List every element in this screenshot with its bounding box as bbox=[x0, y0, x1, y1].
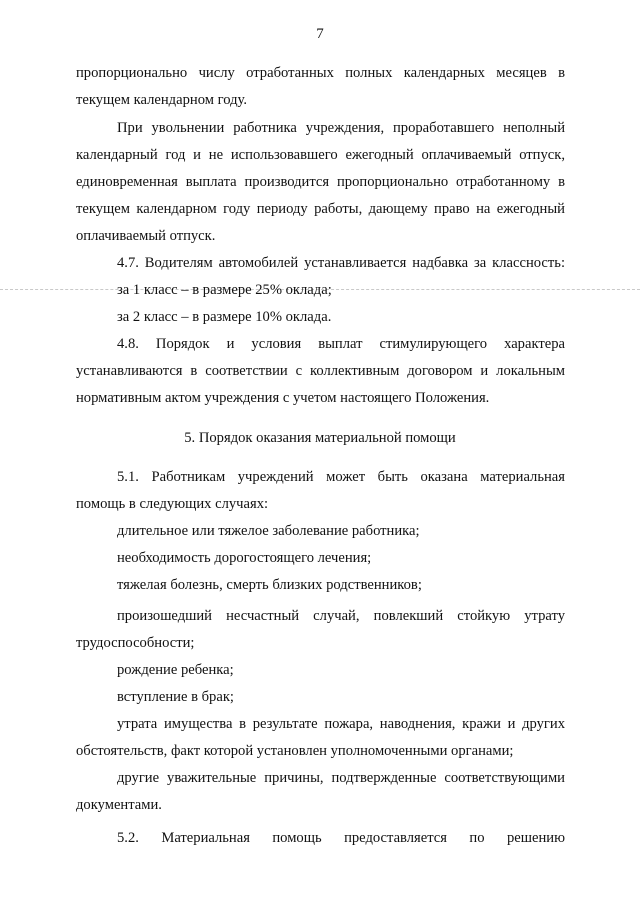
list-item: длительное или тяжелое заболевание работника; bbox=[117, 523, 420, 539]
list-item: необходимость дорогостоящего лечения; bbox=[117, 550, 372, 566]
paragraph-line: текущем календарном году. bbox=[76, 92, 247, 108]
paragraph-line: помощь в следующих случаях: bbox=[76, 496, 269, 512]
list-item-continuation: документами. bbox=[76, 797, 162, 813]
paragraph-line: устанавливаются в соответствии с коллективным договором и локальным bbox=[76, 363, 565, 379]
list-item: другие уважительные причины, подтвержденные соответствующими bbox=[117, 770, 565, 786]
paragraph-line: 5.2. Материальная помощь предоставляется по решению bbox=[117, 830, 565, 846]
paragraph-line: оплачиваемый отпуск. bbox=[76, 228, 216, 244]
list-item: произошедший несчастный случай, повлекший стойкую утрату bbox=[117, 608, 565, 624]
paragraph-line: единовременная выплата производится пропорционально отработанному в bbox=[76, 174, 565, 190]
paragraph-line: текущем календарном году периоду работы, дающему право на ежегодный bbox=[76, 201, 565, 217]
paragraph-line: пропорционально числу отработанных полных календарных месяцев в bbox=[76, 65, 565, 81]
list-item-continuation: трудоспособности; bbox=[76, 635, 195, 651]
paragraph-line: календарный год и не использовавшего ежегодный оплачиваемый отпуск, bbox=[76, 147, 565, 163]
list-item-continuation: обстоятельств, факт которой установлен уполномоченными органами; bbox=[76, 743, 514, 759]
list-item: утрата имущества в результате пожара, наводнения, кражи и других bbox=[117, 716, 565, 732]
list-item: вступление в брак; bbox=[117, 689, 234, 705]
list-item: тяжелая болезнь, смерть близких родственников; bbox=[117, 577, 422, 593]
paragraph-line: за 1 класс – в размере 25% оклада; bbox=[117, 282, 332, 298]
paragraph-line: 4.7. Водителям автомобилей устанавливается надбавка за классность: bbox=[117, 255, 565, 271]
paragraph-line: При увольнении работника учреждения, проработавшего неполный bbox=[117, 120, 565, 136]
paragraph-line: за 2 класс – в размере 10% оклада. bbox=[117, 309, 332, 325]
list-item: рождение ребенка; bbox=[117, 662, 234, 678]
section-heading: 5. Порядок оказания материальной помощи bbox=[184, 430, 456, 446]
page-number: 7 bbox=[316, 26, 324, 42]
paragraph-line: 5.1. Работникам учреждений может быть оказана материальная bbox=[117, 469, 565, 485]
paragraph-line: 4.8. Порядок и условия выплат стимулирующего характера bbox=[117, 336, 565, 352]
paragraph-line: нормативным актом учреждения с учетом настоящего Положения. bbox=[76, 390, 490, 406]
